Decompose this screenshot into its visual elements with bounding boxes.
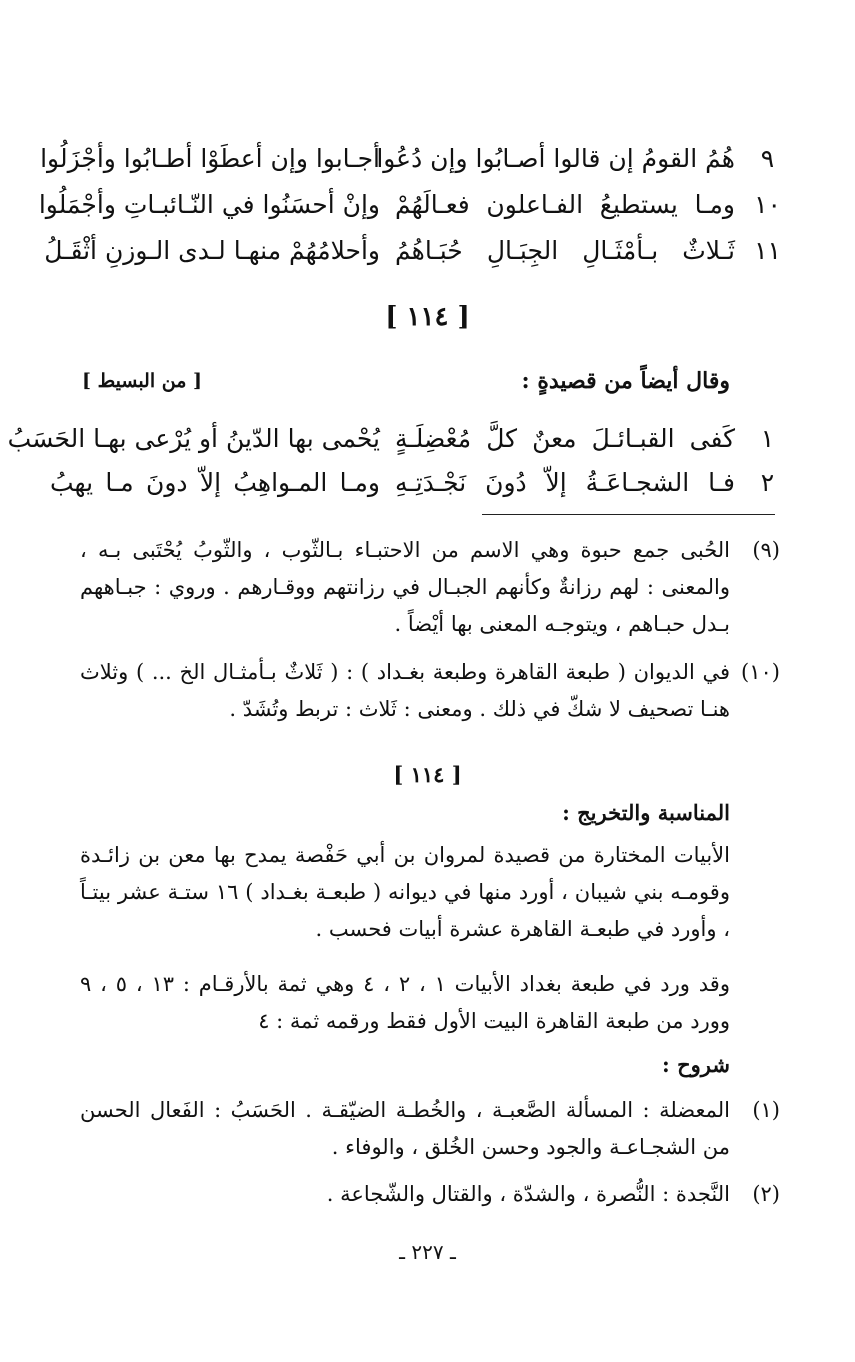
verse-second-hemistich: أجـابوا وإن أعطَوْا أطـابُوا وأجْزَلُوا — [40, 144, 380, 173]
footnote-text: النَّجدة : النُّصرة ، والشدّة ، والقتال والشّجاعة . — [326, 1182, 730, 1206]
verse-first-hemistich: كَفى القبـائـلَ معنٌ كلَّ مُعْضِلَـةٍ — [395, 424, 735, 453]
verse-2 — [50, 468, 790, 512]
verse-second-hemistich: يُحْمى بها الدّينُ أو يُرْعى بهـا الحَسَبُ — [7, 424, 380, 453]
poem-number: [ ١١٤ ] — [385, 302, 470, 332]
paragraph-editions: وقد ورد في طبعة بغداد الأبيات ١ ، ٢ ، ٤ وهي ثمة بالأرقـام : ١٣ ، ٥ ، ٩ وورد من طبعة القاهرة البيت الأول فقط ورقمه ثمة : ٤ — [80, 972, 730, 1033]
footnote-10 — [80, 654, 780, 728]
verse-1 — [7, 424, 790, 468]
footnote-number: (١٠) — [741, 660, 780, 684]
verse-9 — [40, 144, 790, 188]
section-number: [ ١١٤ ] — [393, 762, 462, 787]
section-heading-shuruh: شروح : — [662, 1052, 730, 1077]
verse-number: ٢ — [760, 468, 775, 497]
footnote-9 — [80, 532, 780, 643]
verse-11 — [44, 236, 790, 280]
poem-meter: [ من البسيط ] — [82, 370, 202, 392]
verse-number: ١١ — [754, 236, 781, 265]
verse-first-hemistich: فـا الشجـاعَـةُ إلاّ دُونَ نَجْـدَتِـهِ — [395, 468, 735, 497]
verse-first-hemistich: ومـا يستطيعُ الفـاعلون فعـالَهُمْ — [395, 190, 735, 219]
commentary-2 — [80, 1176, 780, 1213]
page-number: ـ ٢٢٧ ـ — [399, 1240, 456, 1264]
verse-second-hemistich: وأحلامُهُمْ منهـا لـدى الـوزنِ أثْقَـلُ — [44, 236, 380, 265]
verse-number: ٩ — [760, 144, 775, 173]
footnote-number: (٩) — [752, 538, 780, 562]
footnote-text: الحُبى جمع حبوة وهي الاسم من الاحتبـاء بـالثّوب ، والثّوبُ يُحْتَبى بـه ، والمعنى : لهم رزانةٌ وكأنهم الجبـال في رزانتهم ووقـارهم . وروي : جبـاههم بـدل حبـاهم ، ويتوجـه المعنى بها أيْضاً . — [80, 538, 730, 636]
poem-intro: وقال أيضاً من قصيدةٍ : — [521, 368, 730, 394]
paragraph-occasion: الأبيات المختارة من قصيدة لمروان بن أبي حَفْصة يمدح بها معن بن زائـدة وقومـه بني شيبان ، أورد منها في ديوانه ( طبعـة بغـداد ) ١٦ ستـة عشر بيتـاً ، وأورد في طبعـة القاهرة عشرة أبيات فحسب . — [80, 843, 730, 941]
verse-number: ١٠ — [754, 190, 781, 219]
footnote-text: المعضلة : المسألة الصَّعبـة ، والخُطـة الضيّقـة . الحَسَبُ : الفَعال الحسن من الشجـاعـة والجود وحسن الخُلق ، والوفاء . — [80, 1098, 730, 1159]
verse-second-hemistich: ومـا المـواهِبُ إلاّ دونَ مـا يهبُ — [50, 468, 380, 497]
footnote-text: في الديوان ( طبعة القاهرة وطبعة بغـداد ) : ( ثَلاثٌ بـأمثـال الخ ... ) وثلاث هنـا تصحيف لا شكّ في ذلك . ومعنى : ثَلاث : تربط وتُشَدّ . — [80, 660, 730, 721]
footnote-divider — [482, 514, 775, 515]
verse-first-hemistich: ثَـلاثٌ بـأمْثَـالِ الجِبَـالِ حُبَـاهُمُ — [395, 236, 735, 265]
verse-second-hemistich: وإنْ أحسَنُوا في النّـائبـاتِ وأجْمَلُوا — [38, 190, 380, 219]
verse-first-hemistich: هُمُ القومُ إن قالوا أصـابُوا وإن دُعُوا — [376, 144, 735, 173]
section-heading-takhrij: المناسبة والتخريج : — [562, 800, 730, 825]
footnote-number: (٢) — [752, 1182, 780, 1206]
verse-number: ١ — [760, 424, 775, 453]
footnote-number: (١) — [752, 1098, 780, 1122]
verse-10 — [38, 190, 790, 234]
commentary-1 — [80, 1092, 780, 1166]
